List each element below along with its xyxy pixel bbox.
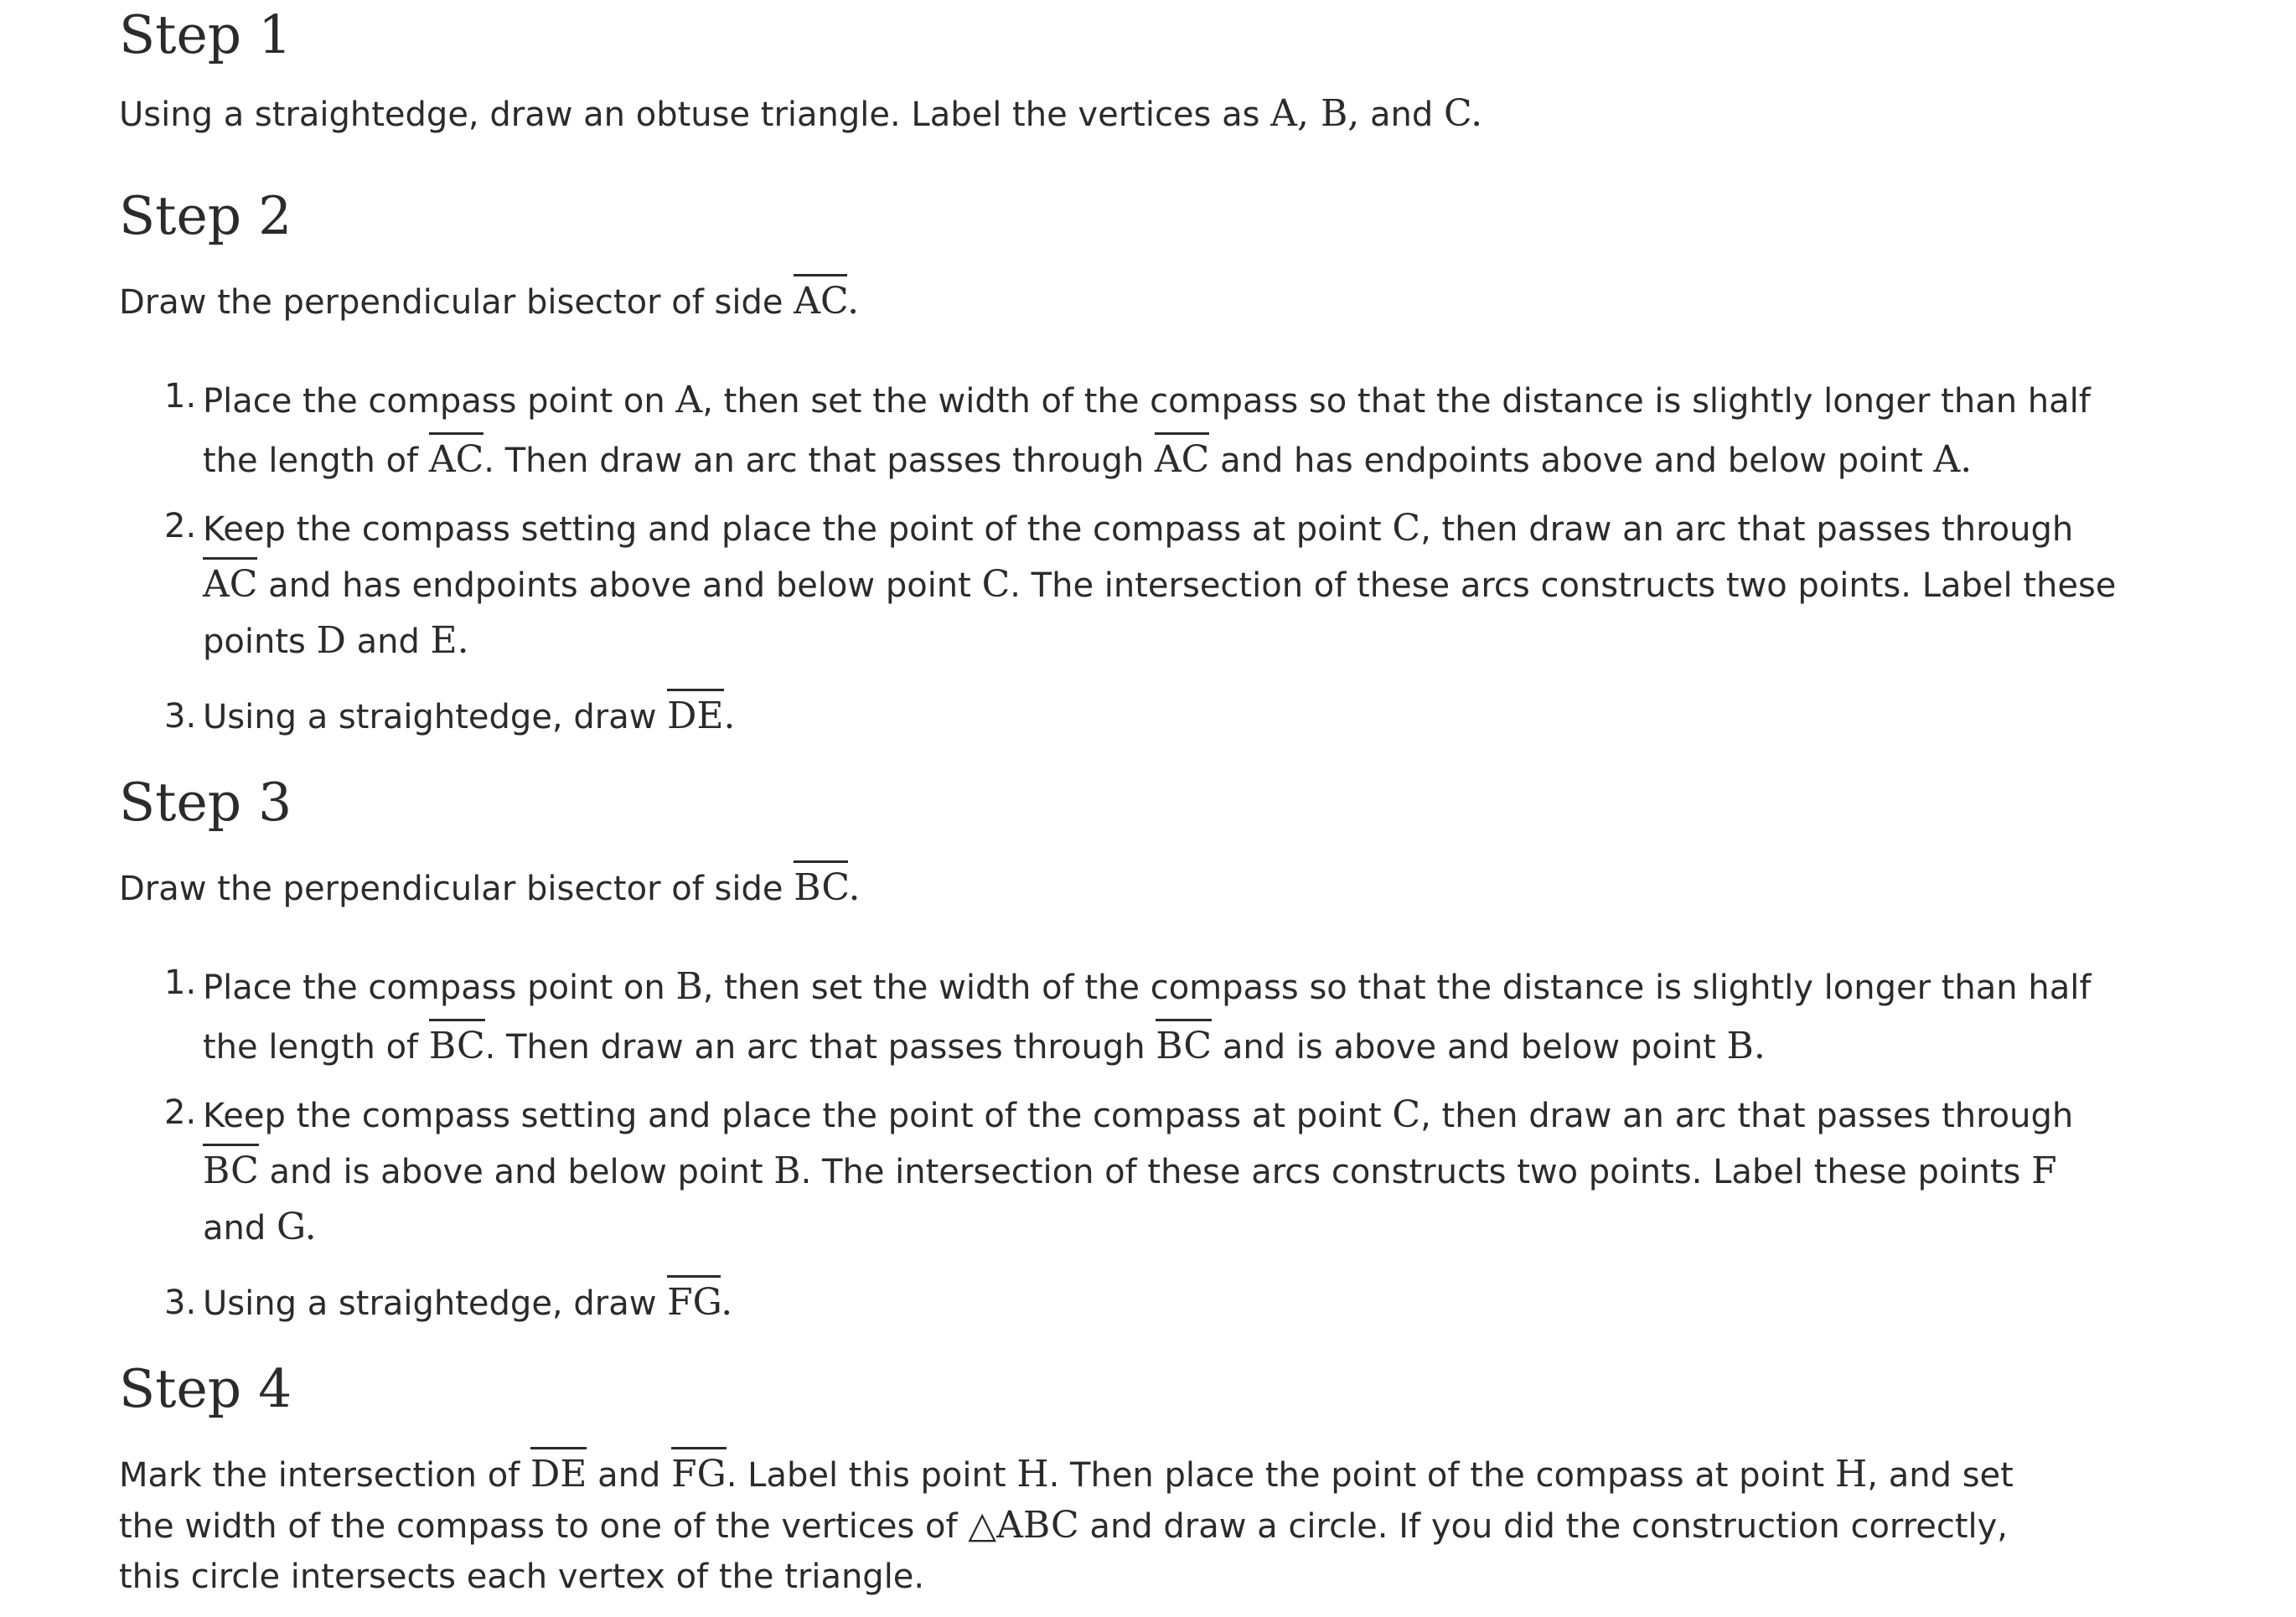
step-4-title: Step 4 — [119, 1358, 292, 1419]
step-2-item-2 — [164, 501, 2117, 669]
vertex-c: C — [1443, 92, 1471, 135]
segment-bc: BC — [1156, 1019, 1212, 1067]
step-2-intro-text: Draw the perpendicular bisector of side — [119, 283, 794, 322]
triangle-abc: ABC — [996, 1504, 1079, 1547]
text-part: and — [345, 623, 431, 661]
segment-ac: AC — [203, 557, 257, 606]
list-item-body — [203, 371, 2117, 490]
segment-bc: BC — [794, 860, 848, 909]
text-part: Using a straightedge, draw — [203, 698, 668, 736]
point-c: C — [981, 563, 1011, 606]
segment-bc: BC — [429, 1019, 485, 1067]
math-period: . — [848, 866, 861, 909]
step-1-text — [119, 89, 2071, 140]
point-b: B — [675, 965, 703, 1008]
segment-fg: FG — [671, 1447, 727, 1496]
point-f: F — [2031, 1149, 2057, 1192]
step-1-text-part: and — [1359, 96, 1444, 134]
text-part: Mark the intersection of — [119, 1456, 530, 1495]
text-part: and draw a circle. If you did the construction correctly, this circle intersects each vertex of the triangle. — [119, 1507, 2009, 1596]
list-number: 2. — [164, 507, 197, 545]
text-part: , then set the width of the compass so that the distance is slightly longer than half the length of — [203, 382, 2091, 480]
step-2-item-1 — [164, 371, 2117, 490]
math-period: . — [723, 695, 736, 737]
point-h: H — [1016, 1453, 1049, 1496]
math-period: . — [1471, 92, 1483, 135]
point-g: G — [276, 1206, 305, 1248]
step-2-title: Step 2 — [119, 185, 292, 246]
segment-ac: AC — [429, 432, 484, 481]
point-c: C — [1392, 507, 1421, 550]
text-part: . Then draw an arc that passes through — [484, 1028, 1156, 1067]
segment-ac: AC — [1155, 432, 1209, 481]
text-part: , then draw an arc that passes through — [1420, 510, 2074, 549]
text-part: and is above and below point — [258, 1153, 774, 1191]
text-part: Using a straightedge, draw — [203, 1284, 668, 1323]
step-1-title: Step 1 — [119, 4, 292, 65]
list-item-body — [203, 1087, 2117, 1256]
segment-de: DE — [667, 689, 723, 737]
point-a: A — [1933, 438, 1961, 481]
text-part: and — [203, 1209, 277, 1248]
list-number: 2. — [164, 1093, 197, 1132]
segment-ac: AC — [794, 274, 847, 323]
math-period: . — [721, 1281, 733, 1324]
point-c: C — [1392, 1093, 1421, 1136]
text-part: Keep the compass setting and place the point of the compass at point — [203, 510, 1393, 549]
text-part: . The intersection of these arcs constructs two points. Label these points — [203, 566, 2117, 661]
list-number: 3. — [164, 697, 197, 736]
step-3-item-1 — [164, 958, 2117, 1077]
point-h: H — [1834, 1453, 1868, 1496]
list-item-body — [203, 958, 2117, 1077]
text-part: , then set the width of the compass so that the distance is slightly longer than half the length of — [203, 969, 2092, 1067]
step-2-intro — [119, 276, 2071, 328]
list-number: 1. — [164, 377, 197, 416]
text-part: and has endpoints above and below point — [257, 566, 982, 605]
vertex-a: A — [1270, 92, 1297, 135]
step-4-text — [119, 1449, 2071, 1602]
text-part: and is above and below point — [1212, 1028, 1727, 1067]
math-comma: , — [1347, 92, 1360, 135]
list-number: 3. — [164, 1284, 197, 1322]
list-item-body — [203, 691, 2117, 742]
step-3-title: Step 3 — [119, 772, 292, 833]
point-b: B — [1726, 1025, 1754, 1067]
text-part: Keep the compass setting and place the point of the compass at point — [203, 1097, 1393, 1135]
segment-bc: BC — [203, 1144, 259, 1192]
math-comma: , — [1296, 92, 1321, 135]
segment-de: DE — [530, 1447, 587, 1496]
list-item-body — [203, 501, 2117, 669]
text-part: Place the compass point on — [203, 969, 676, 1007]
text-part: , then draw an arc that passes through — [1420, 1097, 2074, 1135]
step-3-item-2 — [164, 1087, 2117, 1256]
math-period: . — [304, 1206, 317, 1248]
list-number: 1. — [164, 963, 197, 1002]
point-d: D — [316, 619, 346, 662]
text-part: and — [587, 1456, 672, 1495]
math-period: . — [1960, 438, 1973, 481]
point-a: A — [675, 379, 703, 421]
vertex-b: B — [1320, 92, 1348, 135]
text-part: . The intersection of these arcs constructs two points. Label these points — [800, 1153, 2032, 1191]
text-part: , and set the width of the compass to one of the vertices of — [119, 1456, 2014, 1546]
segment-fg: FG — [667, 1275, 721, 1324]
text-part: . Label this point — [726, 1456, 1017, 1495]
math-period: . — [1753, 1025, 1766, 1067]
text-part: and has endpoints above and below point — [1209, 442, 1934, 480]
step-2-item-3 — [164, 691, 2117, 742]
math-period: . — [457, 619, 469, 662]
text-part: . Then place the point of the compass at point — [1048, 1456, 1835, 1495]
step-1-text-part: Using a straightedge, draw an obtuse triangle. Label the vertices as — [119, 96, 1271, 134]
text-part: Place the compass point on — [203, 382, 676, 421]
point-e: E — [430, 619, 458, 662]
list-item-body — [203, 1278, 2117, 1329]
point-b: B — [773, 1149, 801, 1192]
triangle-icon: △ — [968, 1504, 997, 1547]
step-3-intro — [119, 863, 2071, 914]
text-part: . Then draw an arc that passes through — [484, 442, 1155, 480]
math-period: . — [847, 280, 860, 323]
step-3-intro-text: Draw the perpendicular bisector of side — [119, 870, 794, 908]
step-3-item-3 — [164, 1278, 2117, 1329]
